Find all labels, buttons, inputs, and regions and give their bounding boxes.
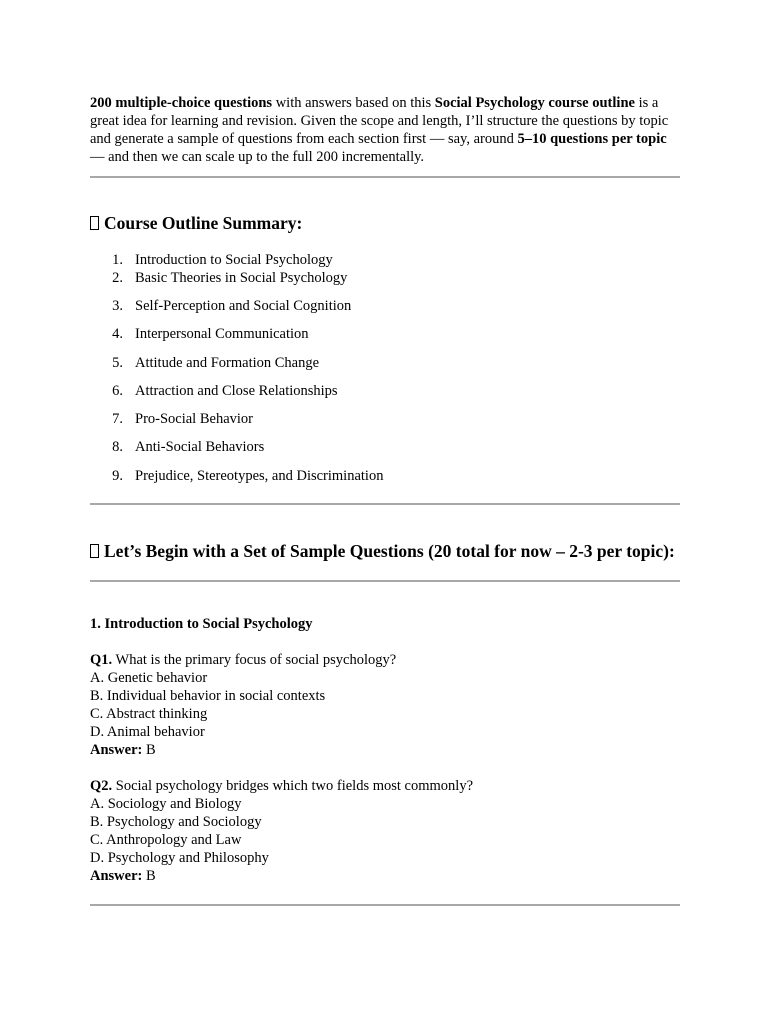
answer-value: B [142,742,156,758]
section-title: 1. Introduction to Social Psychology [90,616,313,632]
summary-heading-text: Course Outline Summary: [104,213,303,233]
question-block [90,777,680,885]
list-number: 7. [112,411,123,427]
list-number: 2. [112,270,123,286]
list-number: 8. [112,439,123,455]
question-block [90,651,680,759]
answer-label: Answer: [90,868,143,884]
list-item [90,325,680,343]
sample-heading-text: Let’s Begin with a Set of Sample Questions (20 total for now – 2-3 per topic): [104,541,675,561]
question-text [90,651,680,669]
divider [90,176,680,178]
list-number: 6. [112,383,123,399]
intro-text: — and then we can scale up to the full 200 incrementally. [90,149,425,165]
list-number: 1. [112,252,123,268]
answer-line [90,741,680,759]
list-item [90,297,680,315]
question-id: Q2. [90,778,113,794]
answer-line [90,867,680,885]
list-label: Attraction and Close Relationships [135,383,338,399]
list-item [90,251,680,269]
divider [90,580,680,582]
list-label: Self-Perception and Social Cognition [135,298,352,314]
answer-option: D. Psychology and Philosophy [90,850,269,866]
list-item [90,438,680,456]
list-label: Interpersonal Communication [135,326,309,342]
intro-text: with answers based on this [272,95,435,111]
list-item [90,410,680,428]
intro-paragraph [90,94,680,166]
answer-option: C. Anthropology and Law [90,832,242,848]
course-outline-list [90,251,680,485]
document-page [90,94,680,906]
list-number: 3. [112,298,123,314]
answer-value: B [142,868,156,884]
list-label: Anti-Social Behaviors [135,439,265,455]
question-id: Q1. [90,652,113,668]
answer-option: A. Genetic behavior [90,670,208,686]
checklist-icon [90,216,99,230]
intro-bold-outline: Social Psychology course outline [434,95,635,111]
answer-label: Answer: [90,742,143,758]
intro-text: is a great idea for learning and revision. Given the scope and length, I’ll structure the questions by topic and generate a sample of questions from each section first — say, around [90,95,669,147]
answer-option: B. Psychology and Sociology [90,814,262,830]
divider [90,904,680,906]
list-item [90,354,680,372]
answer-option: A. Sociology and Biology [90,796,242,812]
question-text [90,777,680,795]
answer-option: B. Individual behavior in social contexts [90,688,326,704]
list-number: 5. [112,355,123,371]
list-label: Attitude and Formation Change [135,355,320,371]
list-label: Basic Theories in Social Psychology [135,270,348,286]
pencil-icon [90,544,99,558]
list-number: 4. [112,326,123,342]
summary-heading [90,212,680,234]
divider [90,503,680,505]
sample-heading [90,540,680,562]
list-label: Pro-Social Behavior [135,411,253,427]
answer-option: C. Abstract thinking [90,706,208,722]
intro-bold-per-topic: 5–10 questions per topic [517,131,667,147]
list-label: Introduction to Social Psychology [135,252,333,268]
list-number: 9. [112,468,123,484]
intro-bold-count: 200 multiple-choice questions [90,95,273,111]
list-item [90,382,680,400]
answer-option: D. Animal behavior [90,724,205,740]
list-item [90,467,680,485]
list-item [90,269,680,287]
list-label: Prejudice, Stereotypes, and Discrimination [135,468,384,484]
question-body: What is the primary focus of social psychology? [112,652,397,668]
question-body: Social psychology bridges which two fields most commonly? [112,778,473,794]
